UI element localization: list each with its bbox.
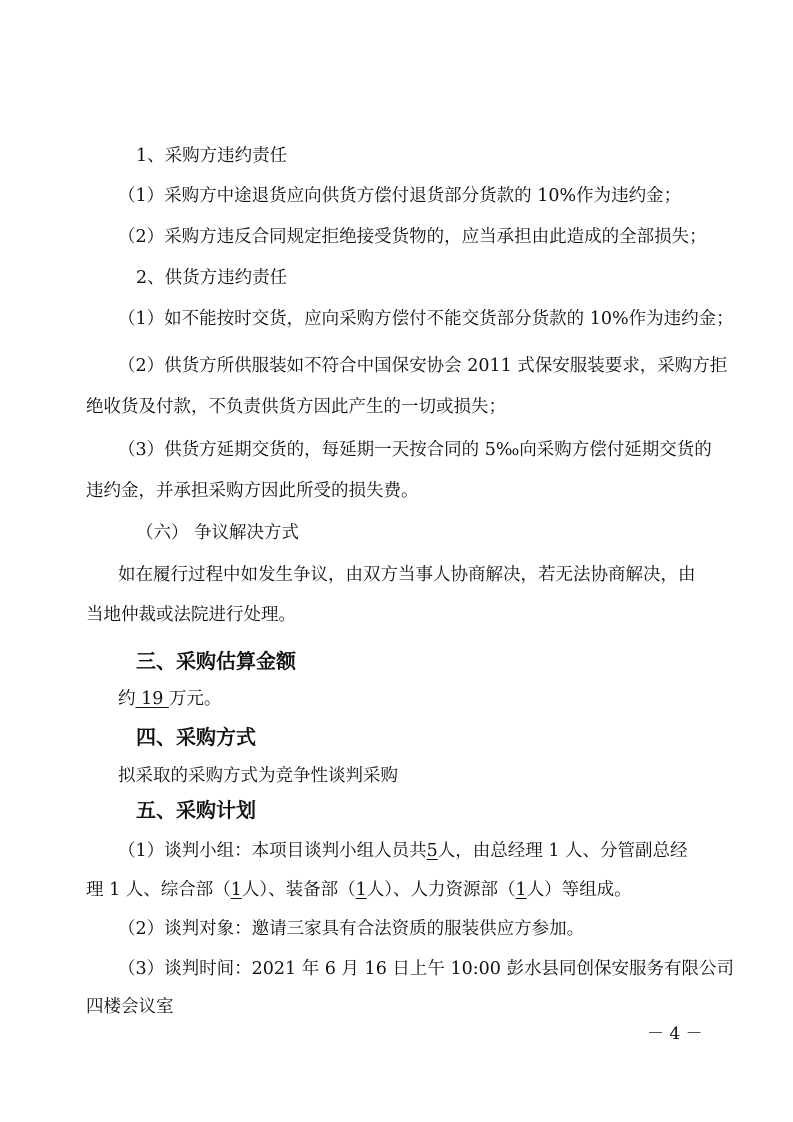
plan-item-3-line2: 四楼会议室 — [86, 997, 174, 1017]
plan-item-1-line1 — [118, 839, 688, 863]
procurement-method-text: 拟采取的采购方式为竞争性谈判采购 — [118, 766, 398, 786]
plan-item-3-line1: （3）谈判时间：2021 年 6 月 16 日上午 10:00 彭水县同创保安服务有限公司 — [118, 959, 734, 979]
plan-text-part-1: 理 1 人、综合部（ — [86, 880, 231, 900]
plan-item-2: （2）谈判对象：邀请三家具有合法资质的服装供应方参加。 — [118, 919, 585, 939]
dispute-title: （六） 争议解决方式 — [136, 523, 300, 543]
plan-item-1-prefix: （1）谈判小组：本项目谈判小组人员共 — [118, 841, 427, 861]
breach-buyer-item-1: （1）采购方中途退货应向供货方偿付退货部分货款的 10%作为违约金； — [118, 186, 682, 206]
page-number: － 4 － — [647, 1024, 703, 1044]
dispute-text-line1: 如在履行过程中如发生争议，由双方当事人协商解决，若无法协商解决，由 — [118, 565, 696, 585]
team-size: 5 — [426, 841, 438, 861]
breach-supplier-item-2-line2: 绝收货及付款，不负责供货方因此产生的一切或损失； — [86, 397, 506, 417]
plan-item-1-suffix: 人，由总经理 1 人、分管副总经 — [437, 841, 688, 861]
plan-text-part-2: 人）、装备部（ — [241, 880, 356, 900]
section-5-heading: 五、采购计划 — [136, 798, 256, 822]
count-hr-dept: 1 — [515, 880, 527, 900]
dispute-text-line2: 当地仲裁或法院进行处理。 — [86, 605, 296, 625]
breach-buyer-item-2: （2）采购方违反合同规定拒绝接受货物的，应当承担由此造成的全部损失； — [118, 227, 707, 247]
amount-suffix: 万元。 — [168, 689, 222, 709]
plan-text-part-4: 人）等组成。 — [526, 880, 632, 900]
section-4-heading: 四、采购方式 — [136, 725, 256, 749]
amount-prefix: 约 — [118, 689, 136, 709]
plan-text-part-3: 人）、人力资源部（ — [366, 880, 516, 900]
estimated-amount — [118, 687, 221, 711]
breach-supplier-item-3-line1: （3）供货方延期交货的，每延期一天按合同的 5‰向采购方偿付延期交货的 — [118, 440, 712, 460]
breach-supplier-item-3-line2: 违约金，并承担采购方因此所受的损失费。 — [86, 481, 419, 501]
count-equipment-dept: 1 — [355, 880, 367, 900]
plan-item-1-line2 — [86, 878, 632, 902]
amount-value: 19 — [135, 689, 169, 709]
section-3-heading: 三、采购估算金额 — [136, 649, 296, 673]
count-general-dept: 1 — [230, 880, 242, 900]
breach-supplier-item-2-line1: （2）供货方所供服装如不符合中国保安协会 2011 式保安服装要求，采购方拒 — [118, 356, 728, 376]
breach-buyer-title: 1、采购方违约责任 — [136, 146, 288, 166]
breach-supplier-item-1: （1）如不能按时交货，应向采购方偿付不能交货部分货款的 10%作为违约金； — [118, 309, 734, 329]
breach-supplier-title: 2、供货方违约责任 — [136, 268, 288, 288]
